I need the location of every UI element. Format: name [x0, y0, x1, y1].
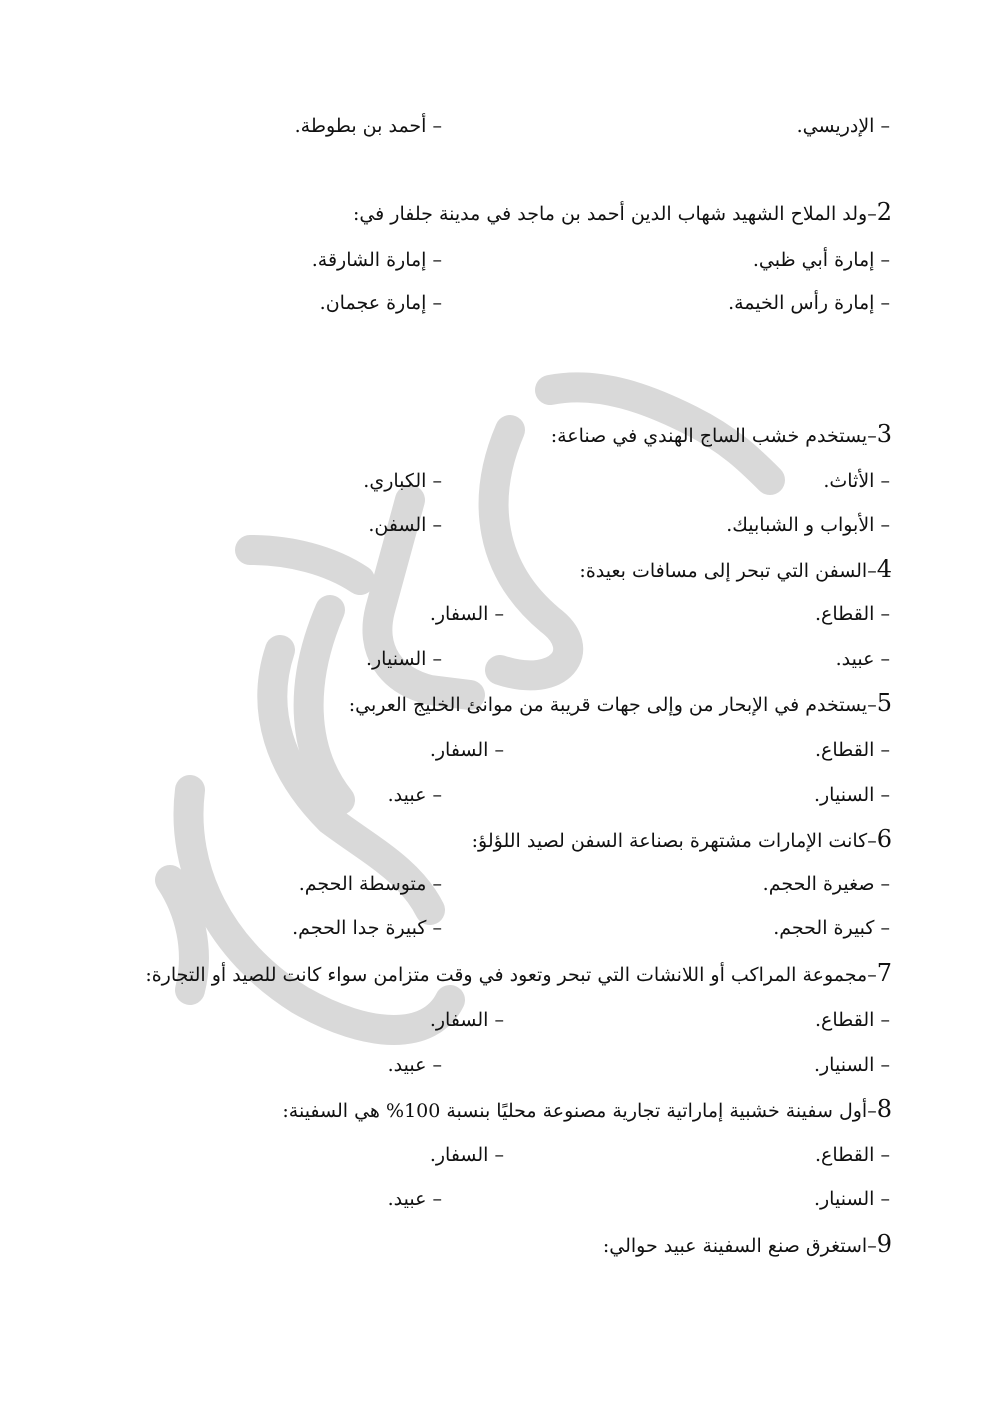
- q4-option-b: – السفار.: [429, 603, 504, 625]
- q8-option-d: – عبيد.: [387, 1188, 442, 1210]
- q2-option-c: – إمارة رأس الخيمة.: [728, 292, 890, 314]
- q3-number: 3: [876, 420, 892, 448]
- q7-question: [145, 959, 892, 989]
- q9-number: 9: [876, 1230, 892, 1258]
- q5-question: [349, 689, 892, 719]
- q7-option-c: – السنيار.: [813, 1054, 890, 1076]
- q6-option-a: – صغيرة الحجم.: [762, 873, 890, 895]
- q1-option-a: – الإدريسي.: [796, 115, 890, 137]
- q2-option-b: – إمارة الشارقة.: [311, 249, 442, 271]
- q2-number: 2: [876, 198, 892, 226]
- q8-option-c: – السنيار.: [813, 1188, 890, 1210]
- q6-question: [472, 825, 892, 855]
- q2-option-d: – إمارة عجمان.: [319, 292, 442, 314]
- q1-option-b: – أحمد بن بطوطة.: [294, 115, 442, 137]
- q6-option-c: – كبيرة الحجم.: [773, 917, 890, 939]
- q5-option-b: – السفار.: [429, 739, 504, 761]
- q8-question: [282, 1095, 892, 1125]
- q9-question: [603, 1230, 892, 1260]
- q6-option-b: – متوسطة الحجم.: [298, 873, 442, 895]
- q8-option-b: – السفار.: [429, 1144, 504, 1166]
- q7-option-a: – القطاع.: [815, 1009, 890, 1031]
- q4-option-c: – عبيد.: [835, 648, 890, 670]
- q3-option-d: – السفن.: [368, 514, 442, 536]
- q8-number: 8: [876, 1095, 892, 1123]
- q4-question: [579, 555, 892, 585]
- q8-option-a: – القطاع.: [815, 1144, 890, 1166]
- q7-option-b: – السفار.: [429, 1009, 504, 1031]
- q2-question: [353, 198, 892, 228]
- q7-text: –مجموعة المراكب أو اللانشات التي تبحر وتعود في وقت متزامن سواء كانت للصيد أو التجارة:: [145, 964, 877, 986]
- q3-option-c: – الأبواب و الشبابيك.: [726, 514, 890, 536]
- q5-option-a: – القطاع.: [815, 739, 890, 761]
- q9-text: –استغرق صنع السفينة عبيد حوالي:: [602, 1235, 877, 1257]
- q2-option-a: – إمارة أبي ظبي.: [752, 249, 890, 271]
- q4-number: 4: [876, 555, 892, 583]
- q3-question: [551, 420, 892, 450]
- q8-text: –أول سفينة خشبية إماراتية تجارية مصنوعة محليًا بنسبة 100% هي السفينة:: [282, 1100, 877, 1122]
- q7-number: 7: [876, 959, 892, 987]
- q3-text: –يستخدم خشب الساج الهندي في صناعة:: [550, 425, 877, 447]
- q5-option-c: – السنيار.: [813, 784, 890, 806]
- q5-text: –يستخدم في الإبحار من وإلى جهات قريبة من موانئ الخليج العربي:: [348, 694, 877, 716]
- q4-option-a: – القطاع.: [815, 603, 890, 625]
- q3-option-a: – الأثاث.: [823, 470, 890, 492]
- q5-number: 5: [876, 689, 892, 717]
- q2-text: –ولد الملاح الشهيد شهاب الدين أحمد بن ماجد في مدينة جلفار في:: [352, 203, 877, 225]
- q6-option-d: – كبيرة جدا الحجم.: [292, 917, 442, 939]
- q6-number: 6: [876, 825, 892, 853]
- q4-option-d: – السنيار.: [365, 648, 442, 670]
- q3-option-b: – الكباري.: [363, 470, 442, 492]
- q7-option-d: – عبيد.: [387, 1054, 442, 1076]
- q4-text: –السفن التي تبحر إلى مسافات بعيدة:: [579, 560, 877, 582]
- q6-text: –كانت الإمارات مشتهرة بصناعة السفن لصيد اللؤلؤ:: [471, 830, 877, 852]
- q5-option-d: – عبيد.: [387, 784, 442, 806]
